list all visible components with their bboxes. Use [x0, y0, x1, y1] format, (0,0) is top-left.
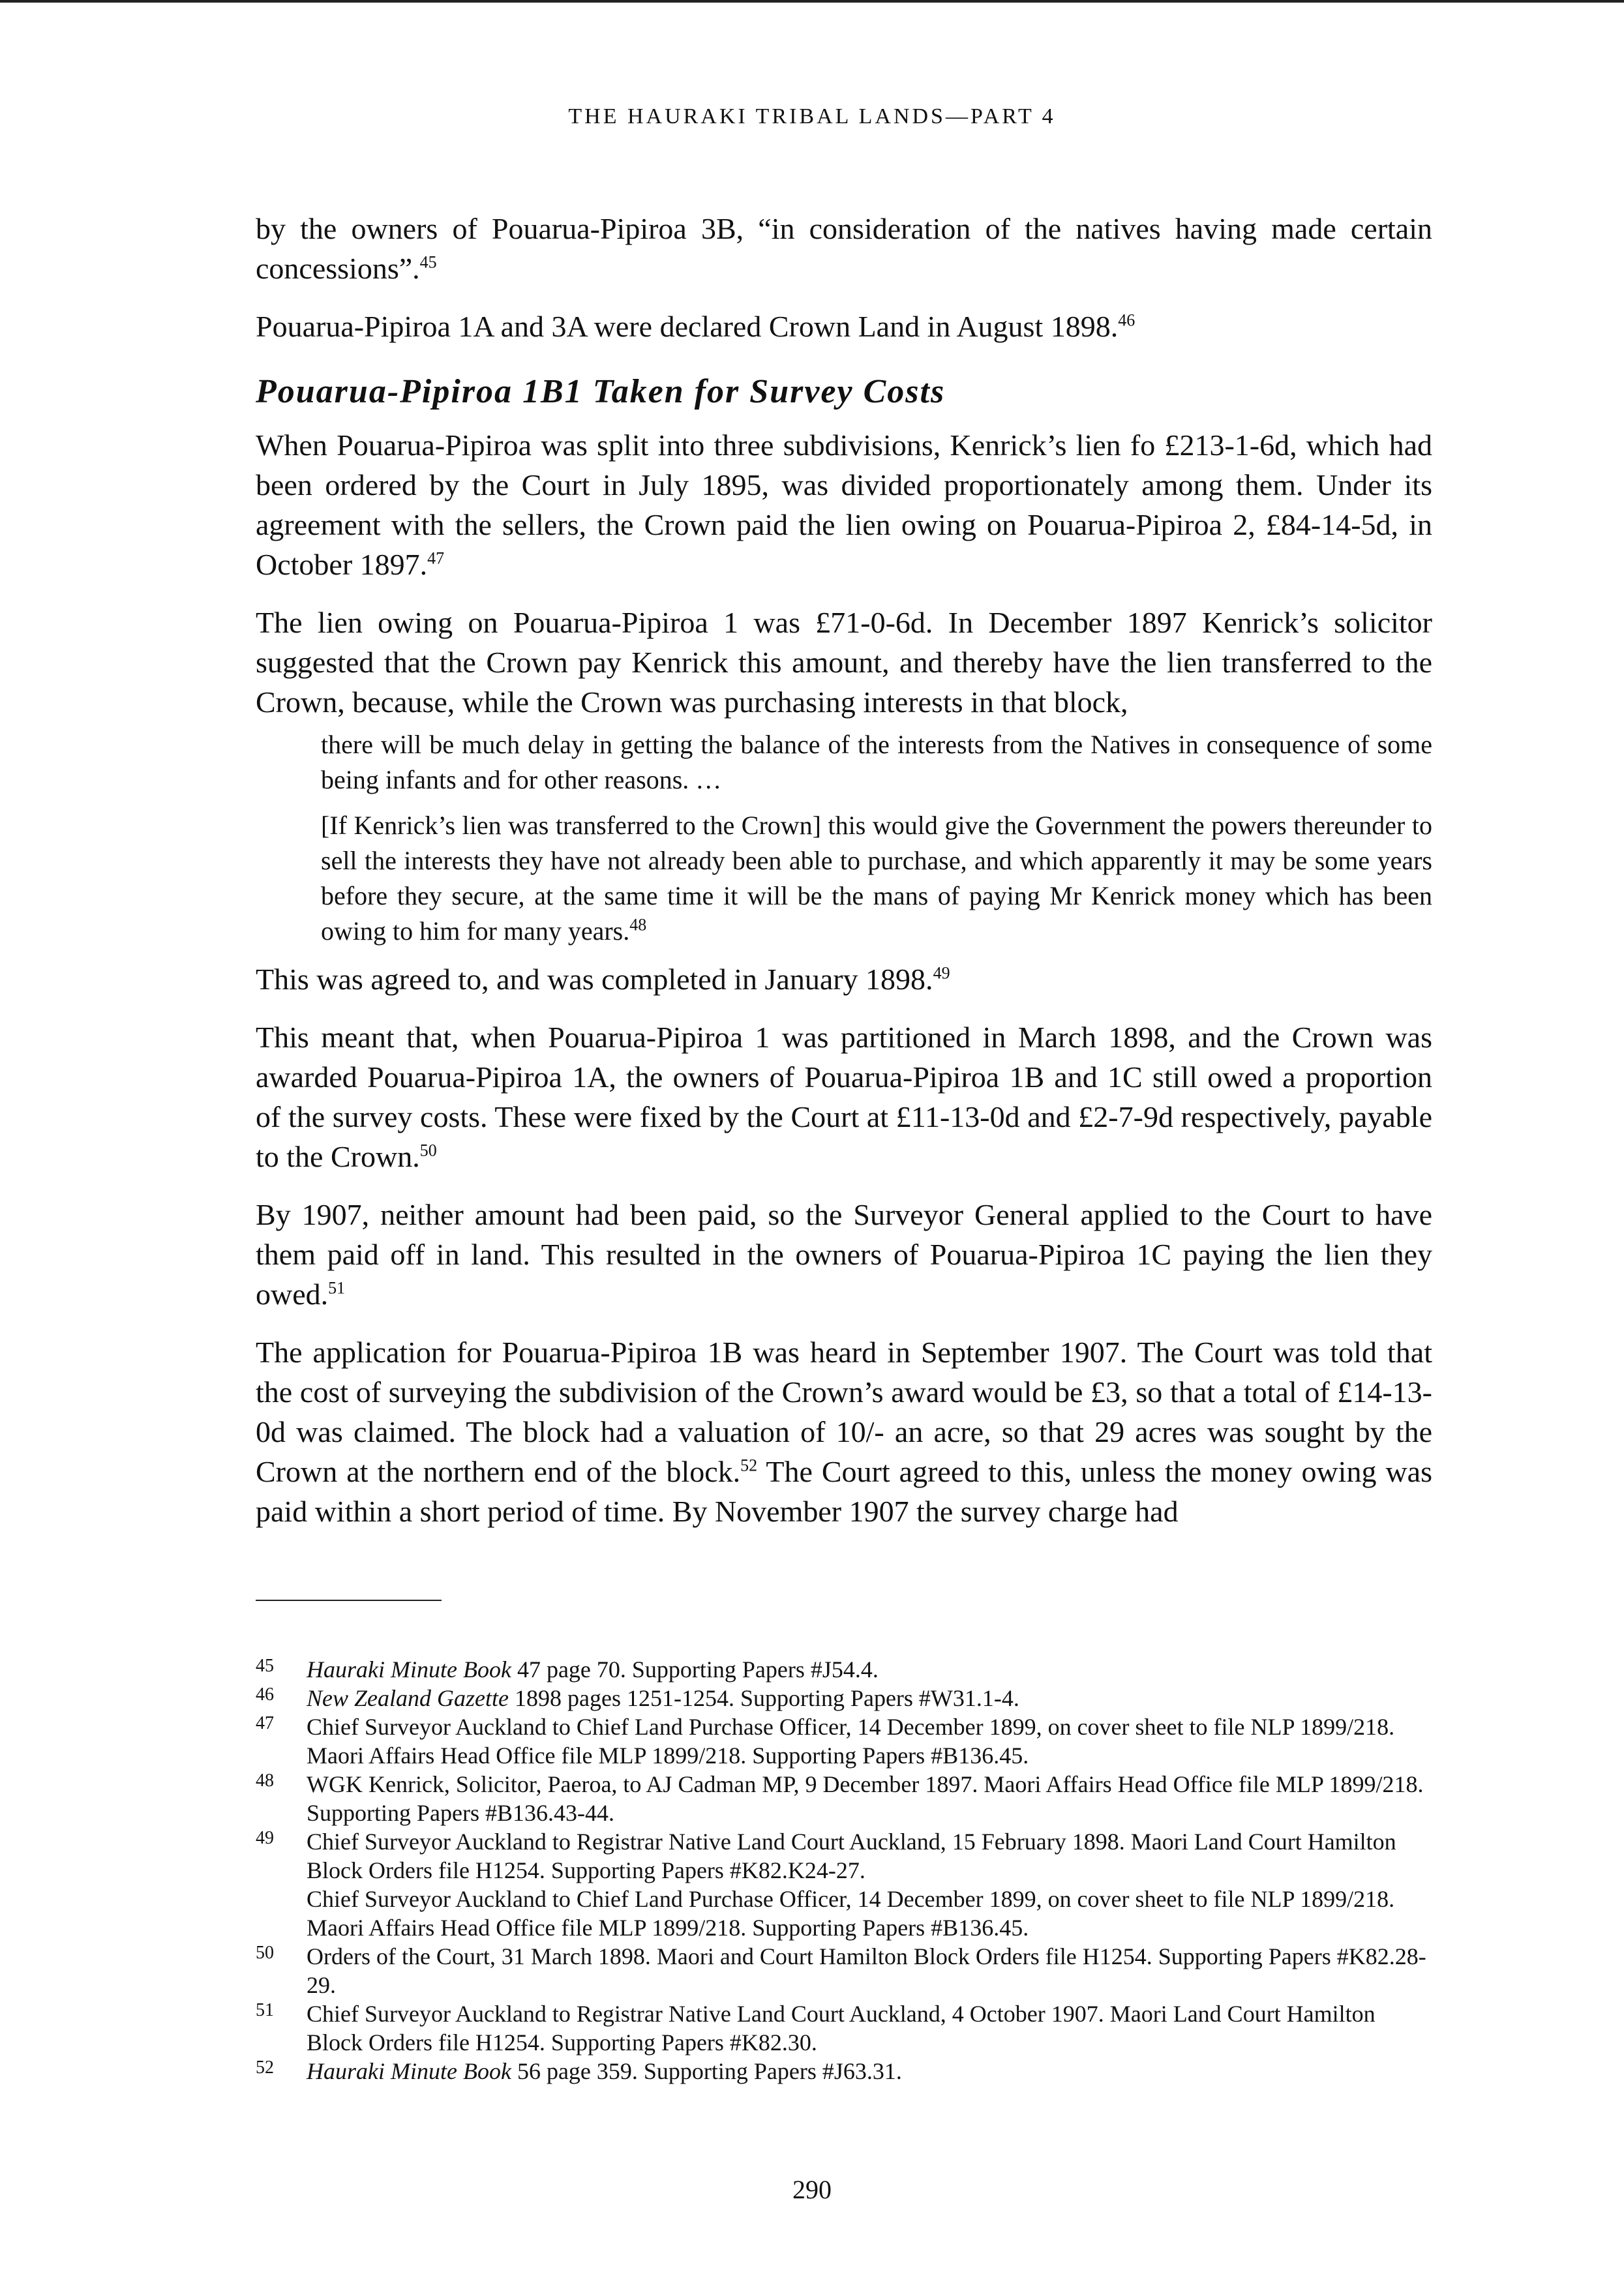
paragraph-2: Pouarua-Pipiroa 1A and 3A were declared Crown Land in August 1898.46: [256, 310, 1135, 343]
footnotes: [256, 1655, 1432, 2086]
footnote-ref-49[interactable]: 49: [933, 963, 950, 983]
footnote: 48 WGK Kenrick, Solicitor, Paeroa, to AJ Cadman MP, 9 December 1897. Maori Affairs Head Office file MLP 1899/218. Supporting Papers #B136.43-44.: [256, 1771, 1424, 1826]
paragraph-4: The lien owing on Pouarua-Pipiroa 1 was £71-0-6d. In December 1897 Kenrick’s solicitor suggested that the Crown pay Kenrick this amount, and thereby have the lien transferred to the Crown, because, while the Crown was purchasing interests in that block,: [256, 606, 1432, 719]
footnote: 50 Orders of the Court, 31 March 1898. Maori and Court Hamilton Block Orders file H1254. Supporting Papers #K82.28-29.: [256, 1943, 1426, 1998]
footnote-ref-51[interactable]: 51: [328, 1278, 346, 1298]
quote-paragraph-1: there will be much delay in getting the balance of the interests from the Natives in consequence of some being infants and for other reasons. …: [321, 730, 1432, 794]
footnote: 45 Hauraki Minute Book 47 page 70. Supporting Papers #J54.4.: [256, 1656, 879, 1683]
footnote: 49 Chief Surveyor Auckland to Registrar Native Land Court Auckland, 15 February 1898. Maori Land Court Hamilton Block Orders file H1254. Supporting Papers #K82.K24-27.: [256, 1828, 1396, 1883]
footnote-ref-47[interactable]: 47: [427, 548, 445, 568]
footnote: 46 New Zealand Gazette 1898 pages 1251-1254. Supporting Papers #W31.1-4.: [256, 1684, 1019, 1711]
footnote: Chief Surveyor Auckland to Chief Land Purchase Officer, 14 December 1899, on cover sheet to file NLP 1899/218. Maori Affairs Head Office file MLP 1899/218. Supporting Papers #B136.45.: [307, 1886, 1395, 1941]
paragraph-6: This meant that, when Pouarua-Pipiroa 1 was partitioned in March 1898, and the Crown was awarded Pouarua-Pipiroa 1A, the owners of Pouarua-Pipiroa 1B and 1C still owed a proportion of the survey costs. These were fixed by the Court at £11-13-0d and £2-7-9d respectively, payable to the Crown.$^{50}$: [256, 1021, 1432, 1173]
page-edge-line: [0, 0, 1624, 3]
footnote-ref-52[interactable]: 52: [740, 1456, 758, 1475]
section-heading: Pouarua-Pipiroa 1B1 Taken for Survey Costs: [256, 373, 946, 410]
paragraph-3: When Pouarua-Pipiroa was split into three subdivisions, Kenrick’s lien fo £213-1-6d, which had been ordered by the Court in July 1895, was divided proportionately among them. Under its agreement with the sellers, the Crown paid the lien owing on Pouarua-Pipiroa 2, £84-14-5d, in October 1897.47: [256, 428, 1432, 581]
footnote: 52 Hauraki Minute Book 56 page 359. Supporting Papers #J63.31.: [256, 2057, 902, 2084]
footnote: 47 Chief Surveyor Auckland to Chief Land Purchase Officer, 14 December 1899, on cover sheet to file NLP 1899/218. Maori Affairs Head Office file MLP 1899/218. Supporting Papers #B136.45.: [256, 1713, 1395, 1769]
page-number: 290: [792, 2175, 832, 2204]
footnote-ref-48[interactable]: 48: [629, 915, 647, 935]
body-text: [256, 209, 1432, 1549]
paragraph-7: By 1907, neither amount had been paid, so the Surveyor General applied to the Court to have them paid off in land. This resulted in the owners of Pouarua-Pipiroa 1C paying the lien they owed.$^{51}$: [256, 1198, 1432, 1311]
block-quote: [321, 727, 1432, 949]
footnote-ref-45[interactable]: 45: [419, 252, 437, 272]
footnote: 51 Chief Surveyor Auckland to Registrar Native Land Court Auckland, 4 October 1907. Maori Land Court Hamilton Block Orders file H1254. Supporting Papers #K82.30.: [256, 2000, 1376, 2056]
paragraph-5: This was agreed to, and was completed in January 1898.49: [256, 963, 950, 996]
paragraph-1: by the owners of Pouarua-Pipiroa 3B, “in consideration of the natives having made certain concessions”.$^{45}$: [256, 212, 1432, 285]
footnote-ref-50[interactable]: 50: [419, 1141, 437, 1160]
footnote-rule: [256, 1600, 442, 1601]
quote-paragraph-2: [If Kenrick’s lien was transferred to the Crown] this would give the Government the powers thereunder to sell the interests they have not already been able to purchase, and which apparently it may be some years before they secure, at the same time it will be the mans of paying Mr Kenrick money which has been owing to him for many years.$^{48}$: [321, 811, 1432, 946]
running-header: THE HAURAKI TRIBAL LANDS—PART 4: [568, 104, 1056, 128]
footnote-ref-46[interactable]: 46: [1118, 310, 1135, 330]
paragraph-8: The application for Pouarua-Pipiroa 1B was heard in September 1907. The Court was told that the cost of surveying the subdivision of the Crown’s award would be £3, so that a total of £14-13-0d was claimed. The block had a valuation of 10/- an acre, so that 29 acres was sought by the Crown at the northern end of the block.$^{52}$ The Court agreed to this, unless the money owing was paid within a short period of time. By November 1907 the survey charge had: [256, 1336, 1433, 1528]
